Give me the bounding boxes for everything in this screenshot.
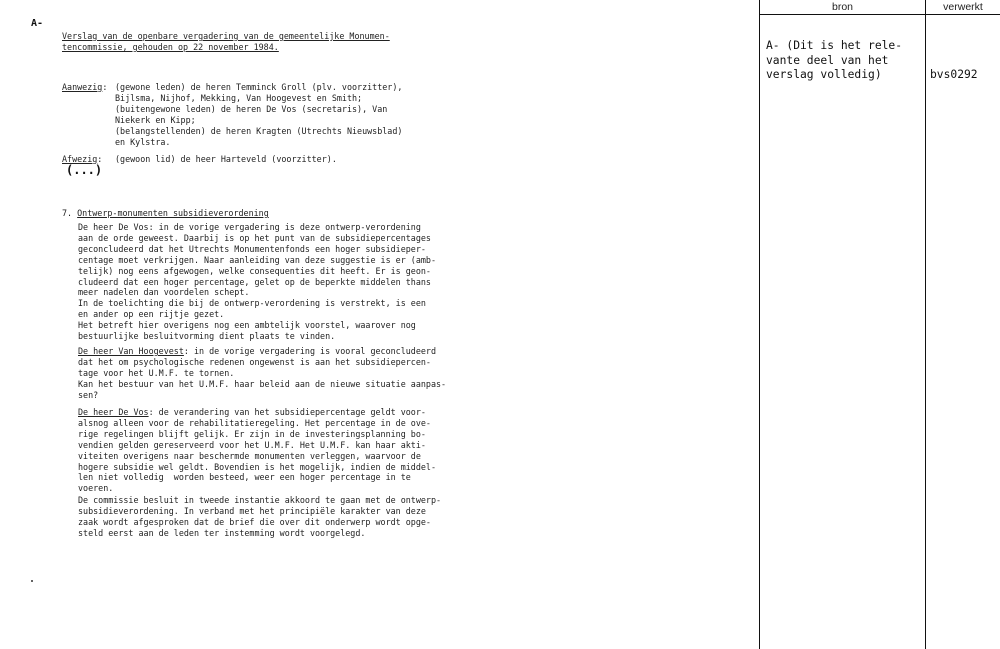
section-mark: A- xyxy=(31,18,44,29)
agenda-item-number: 7. xyxy=(62,208,73,218)
document-title xyxy=(62,31,390,53)
present-line: Bijlsma, Nijhof, Mekking, Van Hoogevest en Smith; xyxy=(115,92,363,103)
column-header-bron: bron xyxy=(831,1,853,13)
present-line: Niekerk en Kipp; xyxy=(115,114,196,125)
column-header-verwerkt: verwerkt xyxy=(943,1,983,13)
agenda-item-heading xyxy=(62,208,269,219)
present-line: (belangstellenden) de heren Kragten (Utrechts Nieuwsblad) xyxy=(115,125,403,136)
scan-speck xyxy=(31,580,33,582)
paragraph-de-vos-2: De heer De Vos: de verandering van het subsidiepercentage geldt voor- alsnog alleen voor de rehabilitatieregeling. Het percentage in de ove- rige regelingen blijft gelijk. Er zijn in de investeringsplanning bo- vendien gelden gereserveerd voor het U.M.F. Het U.M.F. kan haar akti- viteiten overigens naar beschermde monumenten verleggen, waarvoor de hogere subsidie wel geldt. Bovendien is het mogelijk, indien de middel- len niet volledig worden besteed, weer een hoger percentage in te voeren. xyxy=(78,407,436,494)
verwerkt-code: bvs0292 xyxy=(930,68,978,81)
present-line: en Kylstra. xyxy=(115,136,171,147)
table-border-left xyxy=(759,0,760,649)
omission-ellipsis: (...) xyxy=(66,163,103,177)
speaker-name: De heer Van Hoogevest xyxy=(78,346,184,356)
table-header-rule xyxy=(759,14,1000,15)
agenda-item-title: Ontwerp-monumenten subsidieverordening xyxy=(77,208,269,218)
table-column-divider xyxy=(925,0,926,649)
absent-label: Afwezig: xyxy=(62,154,103,164)
bron-note: A- (Dit is het rele- vante deel van het verslag volledig) xyxy=(766,39,903,82)
title-line-1: Verslag van de openbare vergadering van de gemeentelijke Monumen- xyxy=(62,31,390,41)
present-line: (gewone leden) de heren Temminck Groll (plv. voorzitter), xyxy=(115,82,403,92)
paragraph-de-vos-1: De heer De Vos: in de vorige vergadering is deze ontwerp-verordening aan de orde geweest. Daarbij is op het punt van de subsidiepercentages geconcludeerd dat het Utrechts Monumentenfonds een hoger subsidieper- centage moet verkrijgen. Naar aanleiding van deze suggestie is er (amb- telijk) nog eens afgewogen, welke consequenties dit heeft. Er is geon- cludeerd dat een hoger percentage, gelet op de beperkte middelen thans meer nadelen dan voordelen schept. In de toelichting die bij de ontwerp-verordening is verstrekt, is een en ander op een rijtje gezet. Het betreft hier overigens nog een ambtelijk voorstel, waarover nog bestuurlijke besluitvorming dient plaats te vinden. xyxy=(78,222,436,342)
title-line-2: tencommissie, gehouden op 22 november 1984. xyxy=(62,41,279,52)
present-label: Aanwezig: xyxy=(62,82,108,92)
present-list xyxy=(115,82,402,147)
paragraph-decision: De commissie besluit in tweede instantie akkoord te gaan met de ontwerp- subsidieverordening. In verband met het principiële karakter van deze zaak wordt afgesproken dat de brief die over dit onderwerp wordt opge- steld eerst aan de leden ter instemming wordt voorgelegd. xyxy=(78,495,442,538)
present-line: (buitengewone leden) de heren De Vos (secretaris), Van xyxy=(115,103,388,114)
paragraph-van-hoogevest: De heer Van Hoogevest: in de vorige vergadering is vooral geconcludeerd dat het om psychologische redenen ongewenst is aan het subsidiepercen- tage voor het U.M.F. te tornen. Kan het bestuur van het U.M.F. haar beleid aan de nieuwe situatie aanpas- sen? xyxy=(78,346,447,400)
absent-line: (gewoon lid) de heer Harteveld (voorzitter). xyxy=(115,154,337,164)
speaker-name: De heer De Vos xyxy=(78,407,149,417)
